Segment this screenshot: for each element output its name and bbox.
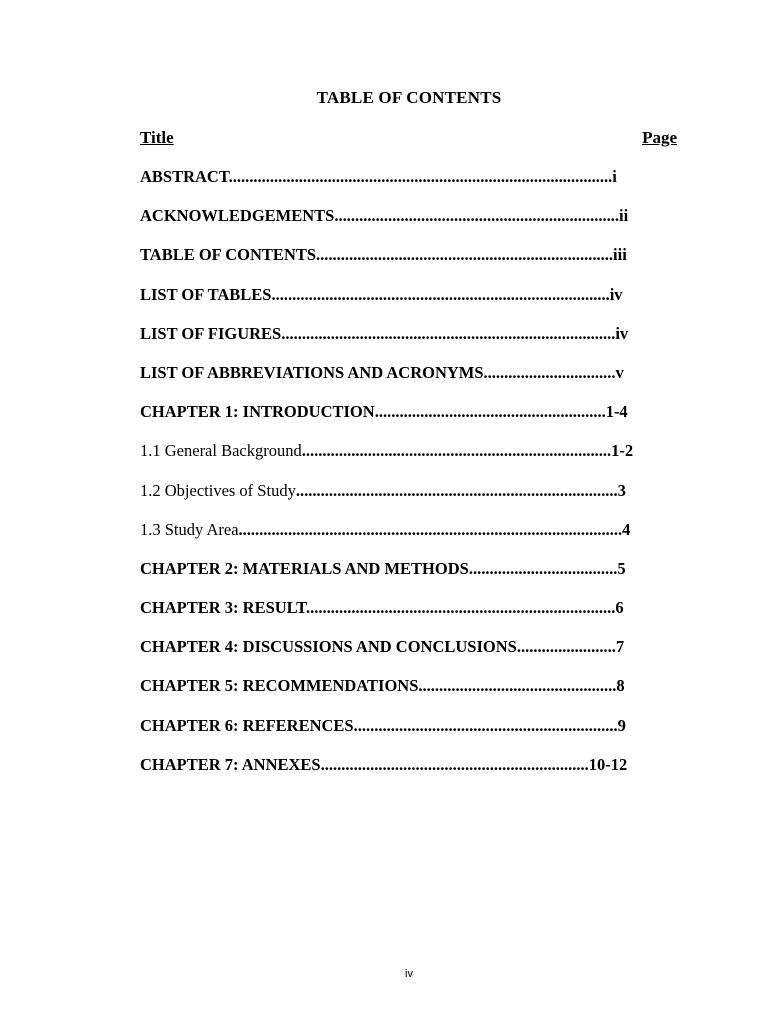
toc-entry xyxy=(140,598,680,617)
toc-entry-page-number: i xyxy=(612,167,617,186)
toc-entry xyxy=(140,167,680,186)
toc-entry-page-number: ii xyxy=(618,206,629,226)
toc-entry-label: TABLE OF CONTENTS xyxy=(140,245,317,265)
toc-entry-label: CHAPTER 4: DISCUSSIONS AND CONCLUSIONS xyxy=(140,637,517,657)
toc-entry-dots: ............................................................................................. xyxy=(238,519,623,539)
footer-page-number: iv xyxy=(405,968,413,980)
toc-entry xyxy=(140,520,680,539)
toc-entry-label: CHAPTER 2: MATERIALS AND METHODS xyxy=(140,558,469,578)
toc-entry-label: 1.1 General Background xyxy=(140,441,302,461)
toc-entry-page-number: 6 xyxy=(615,598,624,618)
toc-entry xyxy=(140,245,680,264)
toc-entry-dots: ........................................................................ xyxy=(316,245,614,265)
toc-entry-dots: .............................................................................. xyxy=(295,480,618,500)
toc-entry-label: LIST OF TABLES xyxy=(140,284,272,304)
toc-entry-dots: ................................................................. xyxy=(320,754,589,774)
toc-entry xyxy=(140,285,680,304)
toc-entry-label: CHAPTER 3: RESULT xyxy=(140,598,306,618)
toc-entry xyxy=(140,206,680,225)
toc-column-header xyxy=(140,128,677,148)
toc-entry xyxy=(140,637,680,656)
toc-entry-label: ACKNOWLEDGEMENTS xyxy=(140,206,335,226)
toc-entry xyxy=(140,402,680,421)
toc-entry-label: CHAPTER 5: RECOMMENDATIONS xyxy=(140,676,419,696)
toc-entry-dots: ................................ xyxy=(483,362,616,382)
toc-entry-page-number: 9 xyxy=(617,715,626,735)
toc-entry-page-number: 1-4 xyxy=(605,402,628,422)
page-title: TABLE OF CONTENTS xyxy=(316,88,502,107)
toc-entry-page-number: 10-12 xyxy=(588,754,628,774)
toc-entry-page-number: 7 xyxy=(615,637,625,657)
toc-entry-dots: ................................................................ xyxy=(353,715,618,735)
toc-entry-dots: ................................................................................. xyxy=(281,323,616,343)
toc-entry-dots: ........................................................................... xyxy=(301,441,612,461)
toc-entry-page-number: 5 xyxy=(617,558,626,578)
toc-entry-label: CHAPTER 1: INTRODUCTION xyxy=(140,402,375,422)
toc-entry xyxy=(140,755,680,774)
toc-entry-label: LIST OF FIGURES xyxy=(140,323,282,343)
column-page-label: Page xyxy=(642,128,677,147)
toc-entry-page-number: iii xyxy=(613,245,627,265)
toc-entry-page-number: iv xyxy=(609,284,623,304)
toc-entry-page-number: 1-2 xyxy=(611,441,634,461)
toc-entry-dots: .................................................................................. xyxy=(271,284,610,304)
toc-entry-page-number: 8 xyxy=(616,676,625,696)
toc-entry xyxy=(140,441,680,460)
toc-entry-label: CHAPTER 7: ANNEXES xyxy=(140,754,321,774)
toc-entry-label: 1.2 Objectives of Study xyxy=(140,480,296,500)
toc-entry xyxy=(140,716,680,735)
toc-entry-label: LIST OF ABBREVIATIONS AND ACRONYMS xyxy=(140,362,484,382)
toc-entry xyxy=(140,559,680,578)
toc-entry-list xyxy=(140,167,680,794)
toc-entry-label: 1.3 Study Area xyxy=(140,519,239,539)
toc-entry xyxy=(140,324,680,343)
toc-entry-dots: ........................ xyxy=(516,637,616,657)
toc-entry xyxy=(140,676,680,695)
toc-entry-dots: ........................................................................... xyxy=(305,598,616,618)
toc-entry-label: ABSTRACT xyxy=(140,167,229,186)
toc-entry-page-number: 4 xyxy=(622,519,631,539)
toc-entry-page-number: v xyxy=(615,362,624,382)
toc-entry-dots: .................................... xyxy=(468,558,618,578)
toc-entry-dots: ................................................ xyxy=(418,676,617,696)
toc-entry xyxy=(140,481,680,500)
column-title-label: Title xyxy=(140,128,174,147)
toc-entry xyxy=(140,363,680,382)
toc-entry-page-number: iv xyxy=(615,323,629,343)
toc-entry-dots: ............................................................................................. xyxy=(228,167,613,186)
toc-entry-dots: ........................................................ xyxy=(374,402,606,422)
toc-entry-dots: ..................................................................... xyxy=(334,206,619,226)
toc-entry-page-number: 3 xyxy=(617,480,626,500)
toc-entry-label: CHAPTER 6: REFERENCES xyxy=(140,715,354,735)
